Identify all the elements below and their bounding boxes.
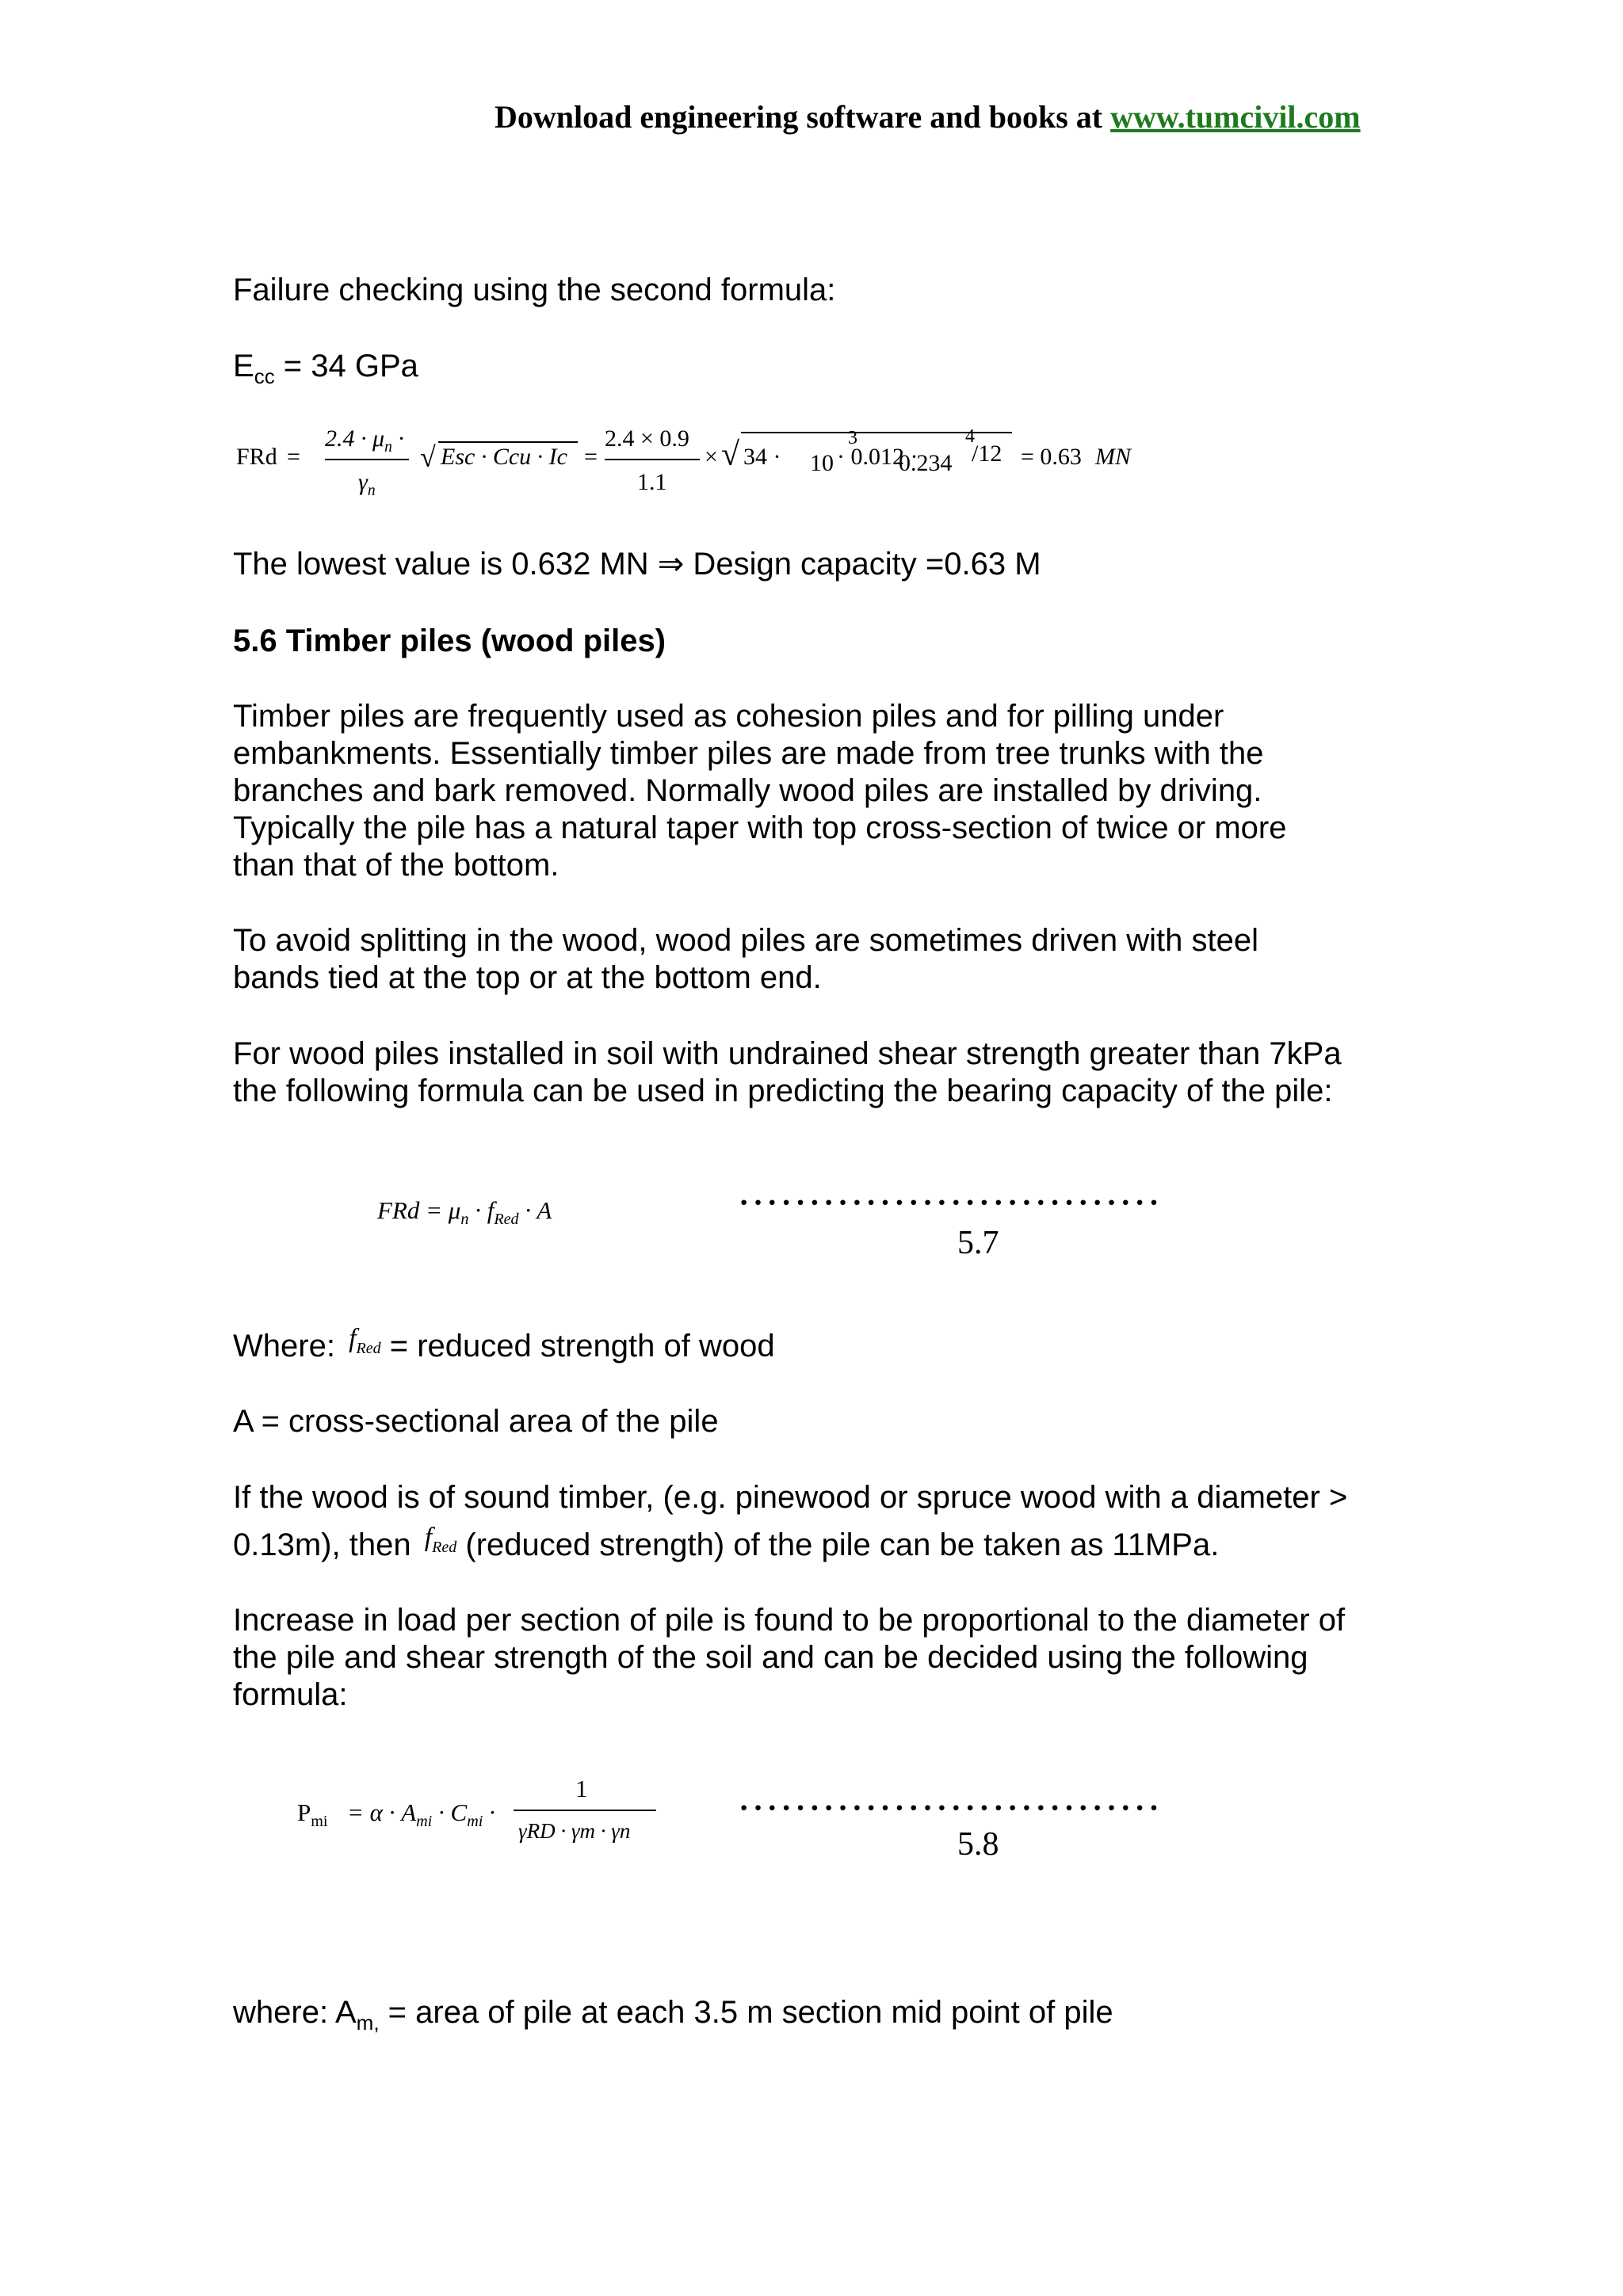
f-red-symbol-2 <box>424 1523 457 1556</box>
eq58-rhs-sub2: mi <box>467 1813 483 1831</box>
sound-line-2a: 0.13m), then <box>233 1527 411 1562</box>
eq1-num2: 2.4 × 0.9 <box>605 425 689 452</box>
sound-line: If the wood is of sound timber, (e.g. pinewood or spruce wood with a diameter > <box>233 1480 1348 1515</box>
eq57-dot-leader: ······························ <box>739 1184 1163 1220</box>
eq58-lhs-p: P <box>297 1798 311 1826</box>
last-line-sub: m, <box>356 2011 380 2035</box>
page-header <box>495 98 1361 135</box>
f-red-f: f <box>349 1324 357 1353</box>
eq57-lhs: FRd <box>377 1196 420 1224</box>
para2-line: To avoid splitting in the wood, wood piles are sometimes driven with steel <box>233 923 1258 958</box>
para1-line: branches and bark removed. Normally wood piles are installed by driving. <box>233 773 1262 808</box>
sqrt-sign-1: √ <box>420 441 436 473</box>
eq1-den2: 1.1 <box>637 469 667 495</box>
eq58-rhs <box>347 1798 495 1831</box>
eq1-fraction-bar-1 <box>325 459 409 460</box>
eq1-sqrt2-b: 10 <box>810 450 834 476</box>
eq58-number: 5.8 <box>957 1826 999 1863</box>
ecc-value-text: = 34 GPa <box>274 349 418 383</box>
eq58-rhs-c: · <box>483 1798 495 1826</box>
last-line-b: = area of pile at each 3.5 m section mid point of pile <box>379 1995 1113 2030</box>
eq58-lhs-sub: mi <box>311 1813 328 1831</box>
eq1-sqrt1: Esc · Ccu · Ic <box>441 444 567 470</box>
incr-line: Increase in load per section of pile is found to be proportional to the diameter of <box>233 1603 1346 1638</box>
para1-line: embankments. Essentially timber piles are made from tree trunks with the <box>233 736 1264 771</box>
eq58-rhs-sub1: mi <box>416 1813 433 1831</box>
ecc-subscript: cc <box>254 364 275 388</box>
eq1-den1-sub: n <box>367 482 376 499</box>
ecc-value <box>233 348 418 396</box>
para1-line: Typically the pile has a natural taper with top cross-section of twice or more <box>233 810 1287 845</box>
eq1-num1 <box>325 425 404 456</box>
eq58-rhs-a: = α · A <box>347 1798 417 1826</box>
para3-line: the following formula can be used in predicting the bearing capacity of the pile: <box>233 1074 1333 1108</box>
eq58-dot-leader: ······························ <box>739 1790 1163 1825</box>
section-heading: 5.6 Timber piles (wood piles) <box>233 624 666 658</box>
eq1-equals-2: = <box>584 444 598 470</box>
eq1-unit: MN <box>1095 444 1131 470</box>
f-red-symbol <box>349 1324 381 1357</box>
eq1-sqrt2-d-sup: 4 <box>965 426 975 447</box>
eq1-sqrt2-b-sup: 3 <box>848 428 857 448</box>
eq57-number: 5.7 <box>957 1225 999 1261</box>
para1-line: than that of the bottom. <box>233 848 559 883</box>
eq1-num1-tail: · <box>391 425 404 452</box>
last-line-a: where: A <box>233 1995 357 2030</box>
eq1-den1 <box>358 469 376 500</box>
eq1-equals: = <box>287 444 300 470</box>
eq1-num1-sub: n <box>384 439 392 456</box>
f-red-sub: Red <box>356 1339 381 1357</box>
para3-line: For wood piles installed in soil with undrained shear strength greater than 7kPa <box>233 1036 1342 1071</box>
eq57-rhs-sub: n <box>460 1211 469 1229</box>
eq57-rhs-a: = μ <box>426 1196 461 1224</box>
area-mid-point-line <box>233 1994 1113 2042</box>
eq1-sqrt2-c: · 0.012 · <box>837 444 918 470</box>
eq58-lhs <box>297 1798 328 1831</box>
sqrt-overline-1 <box>438 441 578 443</box>
sound-line-2 <box>233 1523 1220 1576</box>
eq58-rhs-b: · C <box>432 1798 468 1826</box>
eq58-denominator: γRD · γm · γn <box>518 1819 631 1843</box>
para2-line: bands tied at the top or at the bottom end. <box>233 960 822 995</box>
header-link[interactable]: www.tumcivil.com <box>1110 99 1361 135</box>
f-red-sub: Red <box>432 1538 457 1556</box>
eq57-formula <box>377 1196 552 1229</box>
lowest-value-text: The lowest value is 0.632 MN ⇒ Design capacity =0.63 M <box>233 547 1041 582</box>
eq1-fraction-bar-2 <box>605 459 700 460</box>
where-label: Where: <box>233 1329 335 1363</box>
sound-line-2b: (reduced strength) of the pile can be taken as 11MPa. <box>465 1527 1220 1562</box>
eq57-rhs-b: · f <box>468 1196 495 1224</box>
eq1-lhs: FRd <box>236 444 277 470</box>
eq1-sqrt2-a: 34 · <box>743 444 781 470</box>
eq1-den1-text: γ <box>358 469 368 495</box>
ecc-symbol: E <box>233 349 254 383</box>
where-definition: = reduced strength of wood <box>389 1329 775 1363</box>
eq1-num1-text: 2.4 · μ <box>325 425 385 452</box>
area-definition: A = cross-sectional area of the pile <box>233 1404 719 1439</box>
eq57-rhs-c: · A <box>518 1196 552 1224</box>
failure-check-text: Failure checking using the second formula: <box>233 273 836 307</box>
incr-line: formula: <box>233 1677 348 1712</box>
eq1-result: = 0.63 <box>1021 444 1082 470</box>
eq58-numerator: 1 <box>575 1775 588 1802</box>
eq1-times: × <box>705 444 718 470</box>
eq58-fraction-bar <box>514 1810 656 1811</box>
incr-line: the pile and shear strength of the soil and can be decided using the following <box>233 1640 1308 1675</box>
para1-line: Timber piles are frequently used as cohesion piles and for pilling under <box>233 699 1224 734</box>
f-red-f: f <box>424 1523 433 1552</box>
sqrt-sign-2: √ <box>721 437 740 473</box>
eq1-sqrt2-e: /12 <box>972 441 1002 467</box>
eq1-sqrt2-d: 0.234 <box>899 450 953 476</box>
where-line <box>233 1324 775 1377</box>
header-text: Download engineering software and books at <box>495 99 1111 135</box>
eq57-rhs-sub2: Red <box>494 1211 519 1229</box>
